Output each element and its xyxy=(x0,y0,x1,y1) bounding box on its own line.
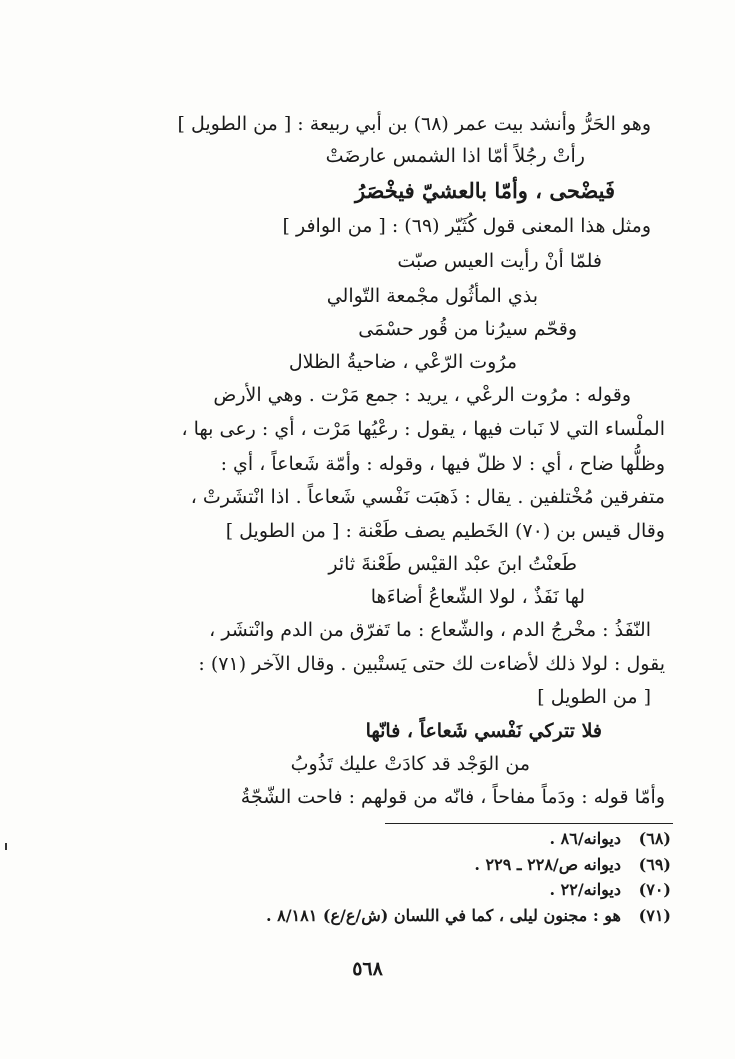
verse-line: لها نَفَذٌ ، لولا الشّعاعُ أضاءَها xyxy=(370,586,585,608)
footnote xyxy=(474,855,671,874)
text-line: وقوله : مرُوت الرعْي ، يريد : جمع مَرْت . وهي الأرض xyxy=(213,384,631,406)
verse-line: وقحّم سيرُنا من قُور حسْمَى xyxy=(358,318,577,340)
verse-line: طَعنْتُ ابنَ عبْد القيْس طَعْنةَ ثائر xyxy=(328,553,577,575)
footnote-text: هو : مجنون ليلى ، كما في اللسان (ش/ع/ع) ٨/١٨١ . xyxy=(265,906,621,925)
footnote-number: (٦٩) xyxy=(638,855,671,874)
footnote xyxy=(550,829,672,848)
footnote-number: (٧١) xyxy=(638,906,671,925)
footnote-text: ديوانه/٢٢ . xyxy=(549,880,621,899)
footnote-number: (٧٠) xyxy=(638,880,671,899)
footnote xyxy=(550,880,672,899)
text-line: وقال قيس بن (٧٠) الخَطيم يصف طَعْنة : [ من الطويل ] xyxy=(225,520,665,542)
text-line: ومثل هذا المعنى قول كُثَيّر (٦٩) : [ من الوافر ] xyxy=(282,215,651,237)
page-number: ٥٦٨ xyxy=(352,958,383,980)
text-line: وأمّا قوله : ودَماً مفاحاً ، فانّه من قولهم : فاحت الشّجّةُ xyxy=(240,786,665,808)
verse-line: بذي المأثُول مجْمعة التّوالي xyxy=(326,285,538,307)
footnote xyxy=(266,906,671,925)
footnote-text: ديوانه/٨٦ . xyxy=(549,829,621,848)
scan-speck xyxy=(5,843,7,850)
verse-line: مرُوت الرّعْي ، ضاحيةُ الظلال xyxy=(288,351,517,373)
text-line: الملْساء التي لا نَبات فيها ، يقول : رعْيُها مَرْت ، أي : رعى بها ، xyxy=(181,418,665,440)
footnote-number: (٦٨) xyxy=(638,829,671,848)
text-line: يقول : لولا ذلك لأضاءت لك حتى يَستْبين . وقال الآخر (٧١) : xyxy=(198,653,665,675)
text-line: وظلُّها ضاح ، أي : لا ظلّ فيها ، وقوله : وأمّة شَعاعاً ، أي : xyxy=(220,453,665,475)
text-line: النّفَذُ : مخْرجُ الدم ، والشّعاع : ما تَفرّق من الدم وانْتشَر ، xyxy=(209,619,651,641)
verse-line: من الوَجْد قد كادَتْ عليك تَذُوبُ xyxy=(290,753,530,775)
verse-line: فلمّا أنْ رأيت العيس صبّت xyxy=(397,250,602,272)
footnote-divider xyxy=(385,823,673,824)
text-line: متفرقين مُخْتلفين . يقال : ذَهبَت نَفْسي شَعاعاً . اذا انْتشَرتْ ، xyxy=(190,486,665,508)
verse-line: رأتْ رجُلاً أمّا اذا الشمس عارضَتْ xyxy=(325,145,585,167)
text-line: وهو الحَرُّ وأنشد بيت عمر (٦٨) بن أبي ربيعة : [ من الطويل ] xyxy=(177,113,651,135)
verse-line: فَيضْحى ، وأمّا بالعشيّ فيخْصَرُ xyxy=(354,178,615,203)
footnote-text: ديوانه ص/٢٢٨ ـ ٢٢٩ . xyxy=(474,855,621,874)
text-line: [ من الطويل ] xyxy=(537,686,651,708)
verse-line: فلا تتركي نَفْسي شَعاعاً ، فانّها xyxy=(365,720,602,742)
